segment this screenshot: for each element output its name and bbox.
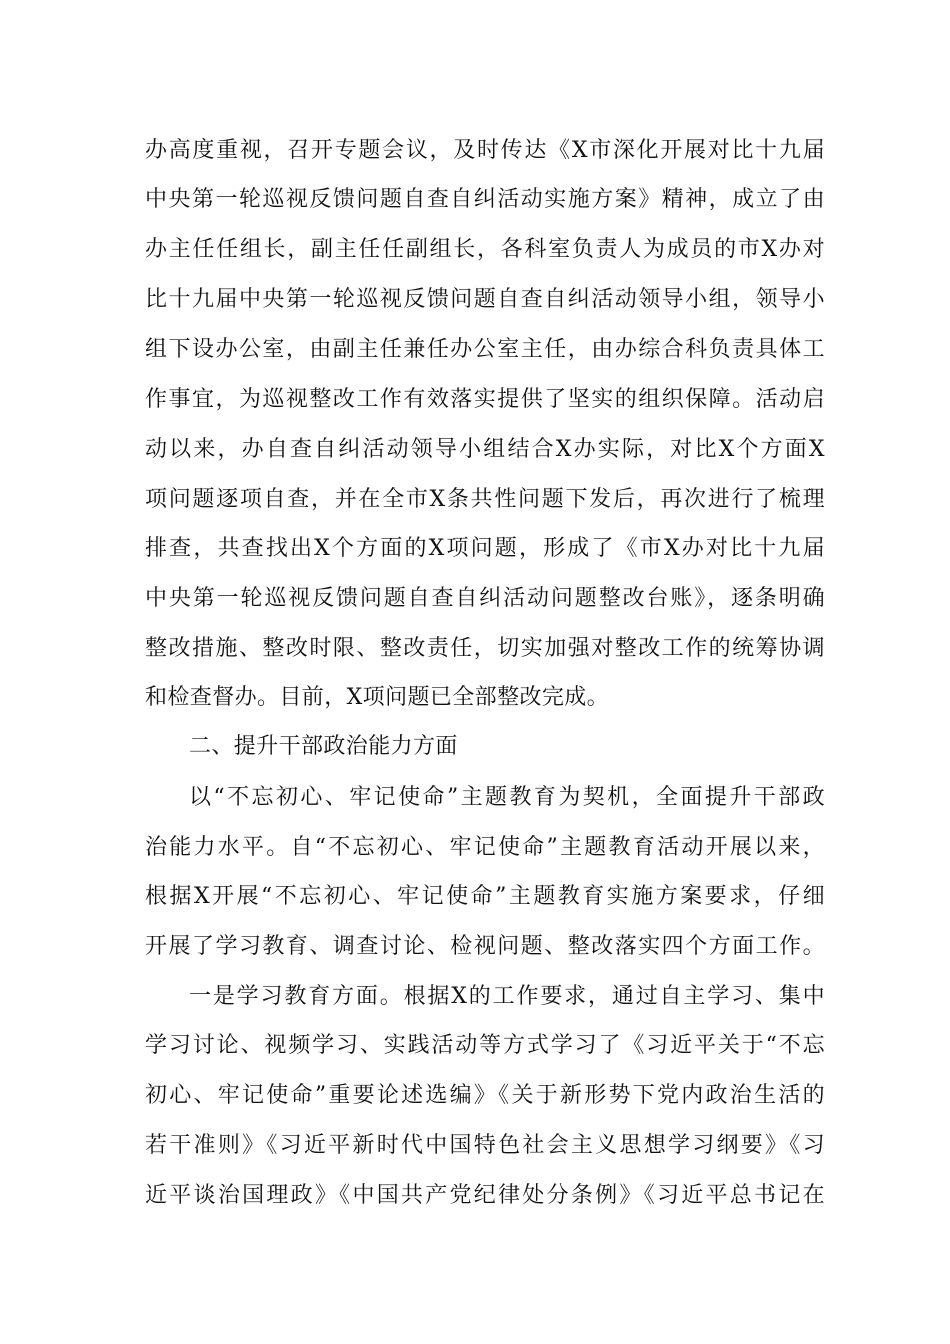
body-text-line: 根据X开展“不忘初心、牢记使命”主题教育实施方案要求，仔细 <box>145 884 825 909</box>
body-text-line: 治能力水平。自“不忘初心、牢记使命”主题教育活动开展以来， <box>145 835 825 860</box>
body-text-line: 若干准则》《习近平新时代中国特色社会主义思想学习纲要》《习 <box>145 1133 825 1158</box>
body-text-line: 作事宜，为巡视整改工作有效落实提供了坚实的组织保障。活动启 <box>145 387 825 412</box>
body-text-line: 初心、牢记使命”重要论述选编》《关于新形势下党内政治生活的 <box>145 1083 825 1108</box>
body-text-line: 组下设办公室，由副主任兼任办公室主任，由办综合科负责具体工 <box>145 337 825 362</box>
body-text-line: 动以来，办自查自纠活动领导小组结合X办实际，对比X个方面X <box>145 437 825 462</box>
paragraph-last-line: 和检查督办。目前，X项问题已全部整改完成。 <box>145 685 610 710</box>
body-text-line: 近平谈治国理政》《中国共产党纪律处分条例》《习近平总书记在 <box>145 1183 825 1208</box>
body-text-line: 中央第一轮巡视反馈问题自查自纠活动实施方案》精神，成立了由 <box>145 187 825 212</box>
body-text-line: 办高度重视，召开专题会议，及时传达《X市深化开展对比十九届 <box>145 138 825 163</box>
body-text-line: 比十九届中央第一轮巡视反馈问题自查自纠活动领导小组，领导小 <box>145 287 825 312</box>
body-text-line: 办主任任组长，副主任任副组长，各科室负责人为成员的市X办对 <box>145 237 825 262</box>
section-heading: 二、提升干部政治能力方面 <box>189 734 458 759</box>
paragraph-first-line: 一是学习教育方面。根据X的工作要求，通过自主学习、集中 <box>189 984 825 1009</box>
body-text-line: 项问题逐项自查，并在全市X条共性问题下发后，再次进行了梳理 <box>145 487 825 512</box>
body-text-line: 整改措施、整改时限、整改责任，切实加强对整改工作的统筹协调 <box>145 636 825 661</box>
body-text-line: 学习讨论、视频学习、实践活动等方式学习了《习近平关于“不忘 <box>145 1033 825 1058</box>
paragraph-first-line: 以“不忘初心、牢记使命”主题教育为契机，全面提升干部政 <box>189 785 825 810</box>
paragraph-last-line: 开展了学习教育、调查讨论、检视问题、整改落实四个方面工作。 <box>145 934 825 959</box>
body-text-line: 中央第一轮巡视反馈问题自查自纠活动问题整改台账》，逐条明确 <box>145 586 825 611</box>
body-text-line: 排查，共查找出X个方面的X项问题，形成了《市X办对比十九届 <box>145 536 825 561</box>
